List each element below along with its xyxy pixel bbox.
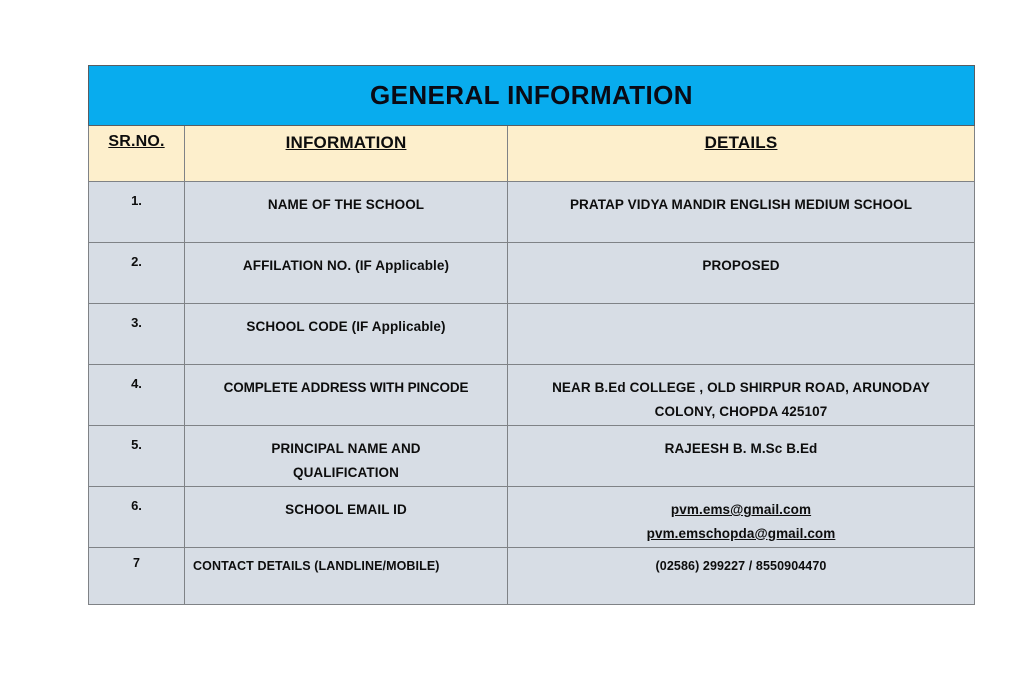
details-line-2: COLONY, CHOPDA 425107 <box>654 403 828 419</box>
cell-information <box>185 365 508 426</box>
information-label: SCHOOL CODE (IF Applicable) <box>246 319 446 334</box>
cell-sr-no <box>89 548 185 605</box>
row-number: 6. <box>131 498 142 513</box>
column-header-information-label: INFORMATION <box>285 133 407 152</box>
table-header-row <box>89 126 975 182</box>
information-label <box>185 426 507 484</box>
cell-sr-no <box>89 426 185 487</box>
cell-details <box>508 426 975 487</box>
email-link-secondary[interactable]: pvm.emschopda@gmail.com <box>646 525 836 541</box>
table-row <box>89 548 975 605</box>
information-label: SCHOOL EMAIL ID <box>285 502 407 517</box>
row-number: 4. <box>131 376 142 391</box>
details-value <box>508 365 974 423</box>
table-row <box>89 182 975 243</box>
email-link-primary[interactable]: pvm.ems@gmail.com <box>670 502 812 517</box>
cell-details <box>508 304 975 365</box>
column-header-details <box>508 126 975 182</box>
row-number: 3. <box>131 315 142 330</box>
information-label: CONTACT DETAILS (LANDLINE/MOBILE) <box>193 559 440 573</box>
column-header-information <box>185 126 508 182</box>
column-header-details-label: DETAILS <box>704 133 778 152</box>
cell-information <box>185 426 508 487</box>
cell-details <box>508 487 975 548</box>
cell-sr-no <box>89 365 185 426</box>
cell-details <box>508 243 975 304</box>
banner-cell <box>89 66 975 126</box>
row-number: 2. <box>131 254 142 269</box>
details-value: PROPOSED <box>702 258 780 273</box>
information-label: COMPLETE ADDRESS WITH PINCODE <box>223 380 469 395</box>
cell-sr-no <box>89 487 185 548</box>
page-title: GENERAL INFORMATION <box>370 80 693 110</box>
table-row <box>89 487 975 548</box>
table-row <box>89 243 975 304</box>
cell-sr-no <box>89 243 185 304</box>
cell-details <box>508 365 975 426</box>
details-value: RAJEESH B. M.Sc B.Ed <box>664 441 818 456</box>
cell-sr-no <box>89 304 185 365</box>
table-banner-row <box>89 66 975 126</box>
details-line-1: NEAR B.Ed COLLEGE , OLD SHIRPUR ROAD, ARUNODAY <box>552 380 930 395</box>
general-information-sheet <box>88 65 974 616</box>
column-header-sr-no <box>89 126 185 182</box>
cell-information <box>185 487 508 548</box>
cell-information <box>185 548 508 605</box>
cell-details <box>508 548 975 605</box>
row-number: 1. <box>131 193 142 208</box>
column-header-sr-no-label: SR.NO. <box>108 133 165 150</box>
details-value: (02586) 299227 / 8550904470 <box>655 559 827 573</box>
cell-information <box>185 304 508 365</box>
cell-sr-no <box>89 182 185 243</box>
details-value: PRATAP VIDYA MANDIR ENGLISH MEDIUM SCHOOL <box>569 197 913 212</box>
details-value <box>508 304 974 315</box>
table-row <box>89 304 975 365</box>
table-row <box>89 426 975 487</box>
cell-details <box>508 182 975 243</box>
general-information-table <box>88 65 975 605</box>
information-label: AFFILATION NO. (IF Applicable) <box>242 258 450 273</box>
row-number: 7 <box>133 556 140 570</box>
information-label: NAME OF THE SCHOOL <box>267 197 425 212</box>
cell-information <box>185 182 508 243</box>
row-number: 5. <box>131 437 142 452</box>
information-line-1: PRINCIPAL NAME AND <box>271 441 421 456</box>
information-line-2: QUALIFICATION <box>292 464 400 480</box>
table-row <box>89 365 975 426</box>
cell-information <box>185 243 508 304</box>
details-value <box>508 487 974 545</box>
